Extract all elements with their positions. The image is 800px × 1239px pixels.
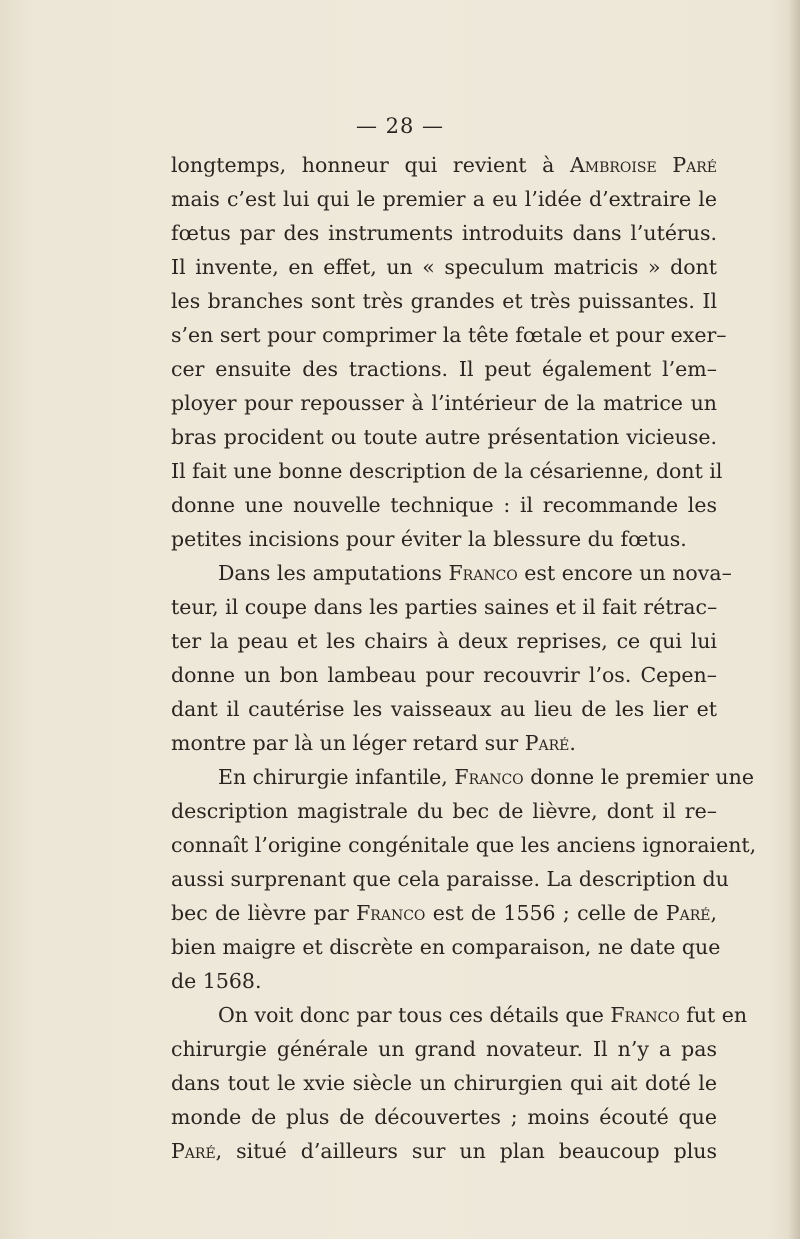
text-line: Il invente, en effet, un « speculum matricis » dont [171,255,717,279]
page-number: — 28 — [355,114,445,138]
text-line: mais c’est lui qui le premier a eu l’idée d’extraire le [171,187,717,211]
text-line: ter la peau et les chairs à deux reprises, ce qui lui [171,629,717,653]
text-line: connaît l’origine congénitale que les anciens ignoraient, [171,833,757,857]
text-line: bien maigre et discrète en comparaison, ne date que [171,935,721,959]
text-line: aussi surprenant que cela paraisse. La description du [171,867,729,891]
text-line: description magistrale du bec de lièvre, dont il re– [171,799,717,823]
text-line: Dans les amputations Franco est encore un nova– [218,561,732,585]
text-line: s’en sert pour comprimer la tête fœtale et pour exer– [171,323,727,347]
text-line: monde de plus de découvertes ; moins écouté que [171,1105,717,1129]
text-line: les branches sont très grandes et très puissantes. Il [171,289,717,313]
text-line: donne un bon lambeau pour recouvrir l’os. Cepen– [171,663,717,687]
text-line: Paré, situé d’ailleurs sur un plan beaucoup plus [171,1139,717,1163]
text-line: Il fait une bonne description de la césarienne, dont il [171,459,723,483]
text-line: cer ensuite des tractions. Il peut également l’em– [171,357,717,381]
page-edge-shadow [788,0,800,1239]
text-line: dans tout le xvie siècle un chirurgien qui ait doté le [171,1071,717,1095]
text-line: En chirurgie infantile, Franco donne le premier une [218,765,754,789]
text-line: de 1568. [171,969,262,993]
text-line: teur, il coupe dans les parties saines et il fait rétrac– [171,595,718,619]
text-line: fœtus par des instruments introduits dans l’utérus. [171,221,717,245]
text-line: ployer pour repousser à l’intérieur de la matrice un [171,391,717,415]
text-line: donne une nouvelle technique : il recommande les [171,493,717,517]
text-line: montre par là un léger retard sur Paré. [171,731,576,755]
text-line: bras procident ou toute autre présentation vicieuse. [171,425,717,449]
text-line: petites incisions pour éviter la blessure du fœtus. [171,527,687,551]
text-line: dant il cautérise les vaisseaux au lieu de les lier et [171,697,717,721]
text-line: On voit donc par tous ces détails que Franco fut en [218,1003,748,1027]
text-line: chirurgie générale un grand novateur. Il n’y a pas [171,1037,717,1061]
text-line: longtemps, honneur qui revient à Ambroise Paré [171,153,717,177]
body-text [171,148,757,1168]
text-line: bec de lièvre par Franco est de 1556 ; celle de Paré, [171,901,717,925]
